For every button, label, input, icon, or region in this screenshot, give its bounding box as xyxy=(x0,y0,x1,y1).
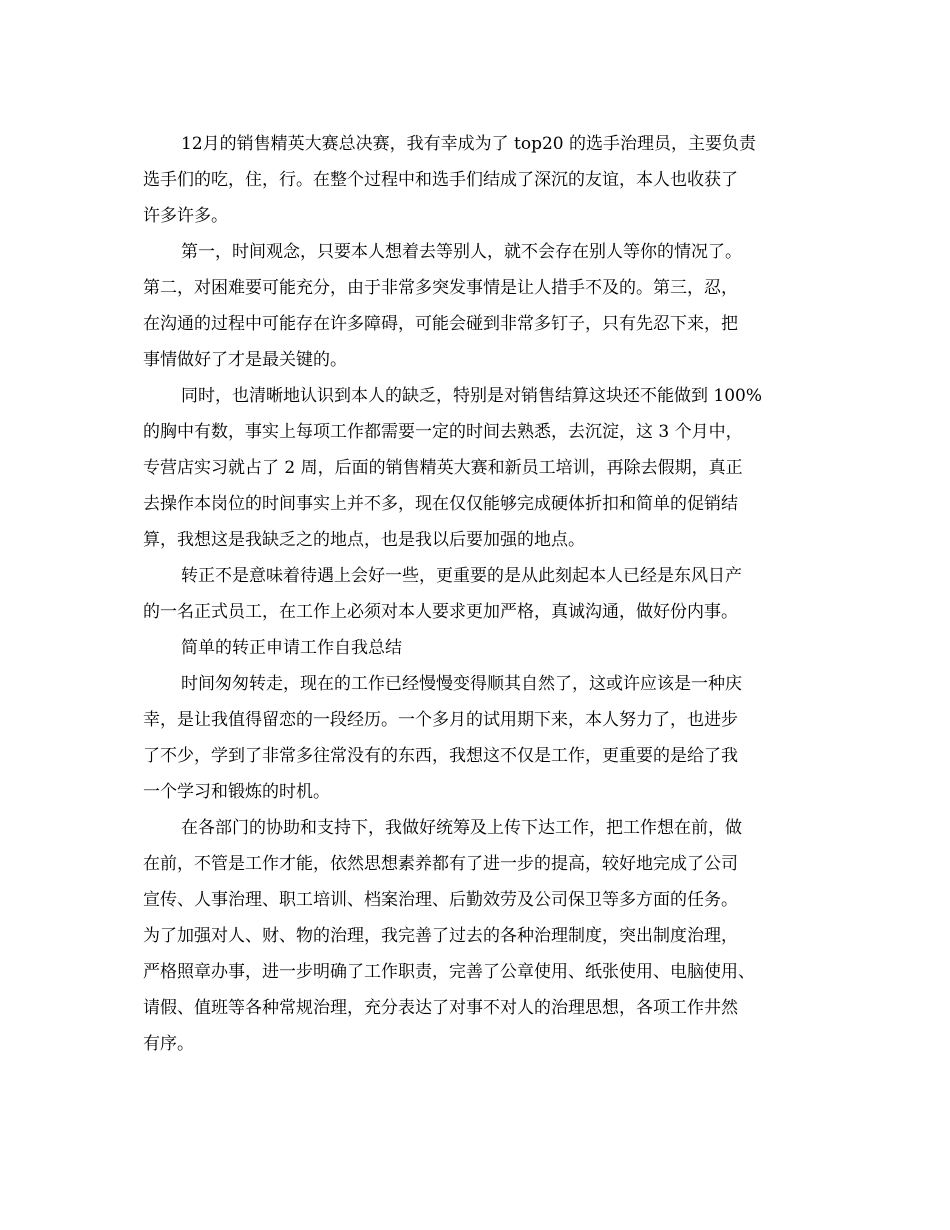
paragraph-line: 请假、值班等各种常规治理，充分表达了对事不对人的治理思想，各项工作井然 xyxy=(143,998,738,1018)
paragraph-line: 第二，对困难要可能充分，由于非常多突发事情是让人措手不及的。第三，忍， xyxy=(143,278,738,298)
paragraph-line: 时间匆匆转走，现在的工作已经慢慢变得顺其自然了，这或许应该是一种庆 xyxy=(181,674,742,694)
paragraph-line: 一个学习和锻炼的时机。 xyxy=(143,782,330,802)
paragraph-line: 幸，是让我值得留恋的一段经历。一个多月的试用期下来，本人努力了，也进步 xyxy=(143,710,738,730)
paragraph-line: 算，我想这是我缺乏之的地点，也是我以后要加强的地点。 xyxy=(143,530,585,550)
paragraph-line: 在沟通的过程中可能存在许多障碍，可能会碰到非常多钉子，只有先忍下来，把 xyxy=(143,314,738,334)
paragraph-line: 选手们的吃，住，行。在整个过程中和选手们结成了深沉的友谊，本人也收获了 xyxy=(143,170,738,190)
paragraph-line: 12月的销售精英大赛总决赛，我有幸成为了 top20 的选手治理员，主要负责 xyxy=(181,134,757,154)
paragraph-line: 许多许多。 xyxy=(143,206,228,226)
paragraph-line: 宣传、人事治理、职工培训、档案治理、后勤效劳及公司保卫等多方面的任务。 xyxy=(143,890,738,910)
paragraph-line: 的胸中有数，事实上每项工作都需要一定的时间去熟悉，去沉淀，这 3 个月中， xyxy=(143,422,743,442)
paragraph-line: 严格照章办事，进一步明确了工作职责，完善了公章使用、纸张使用、电脑使用、 xyxy=(143,962,755,982)
paragraph-line: 在各部门的协助和支持下，我做好统筹及上传下达工作，把工作想在前，做 xyxy=(181,818,742,838)
paragraph-line: 专营店实习就占了 2 周，后面的销售精英大赛和新员工培训，再除去假期，真正 xyxy=(143,458,743,478)
paragraph-line: 事情做好了才是最关键的。 xyxy=(143,350,347,370)
paragraph-line: 去操作本岗位的时间事实上并不多，现在仅仅能够完成硬体折扣和简单的促销结 xyxy=(143,494,738,514)
paragraph-line: 有序。 xyxy=(143,1034,194,1054)
section-heading: 简单的转正申请工作自我总结 xyxy=(181,638,402,658)
paragraph-line: 转正不是意味着待遇上会好一些，更重要的是从此刻起本人已经是东风日产 xyxy=(181,566,742,586)
paragraph-line: 在前，不管是工作才能，依然思想素养都有了进一步的提高，较好地完成了公司 xyxy=(143,854,738,874)
document-body xyxy=(143,126,803,1062)
paragraph-line: 了不少，学到了非常多往常没有的东西，我想这不仅是工作，更重要的是给了我 xyxy=(143,746,738,766)
paragraph-line: 的一名正式员工，在工作上必须对本人要求更加严格，真诚沟通，做好份内事。 xyxy=(143,602,738,622)
paragraph-line: 为了加强对人、财、物的治理，我完善了过去的各种治理制度，突出制度治理， xyxy=(143,926,738,946)
paragraph-line: 第一，时间观念，只要本人想着去等别人，就不会存在别人等你的情况了。 xyxy=(181,242,742,262)
paragraph-line: 同时，也清晰地认识到本人的缺乏，特别是对销售结算这块还不能做到 100% xyxy=(181,386,763,406)
